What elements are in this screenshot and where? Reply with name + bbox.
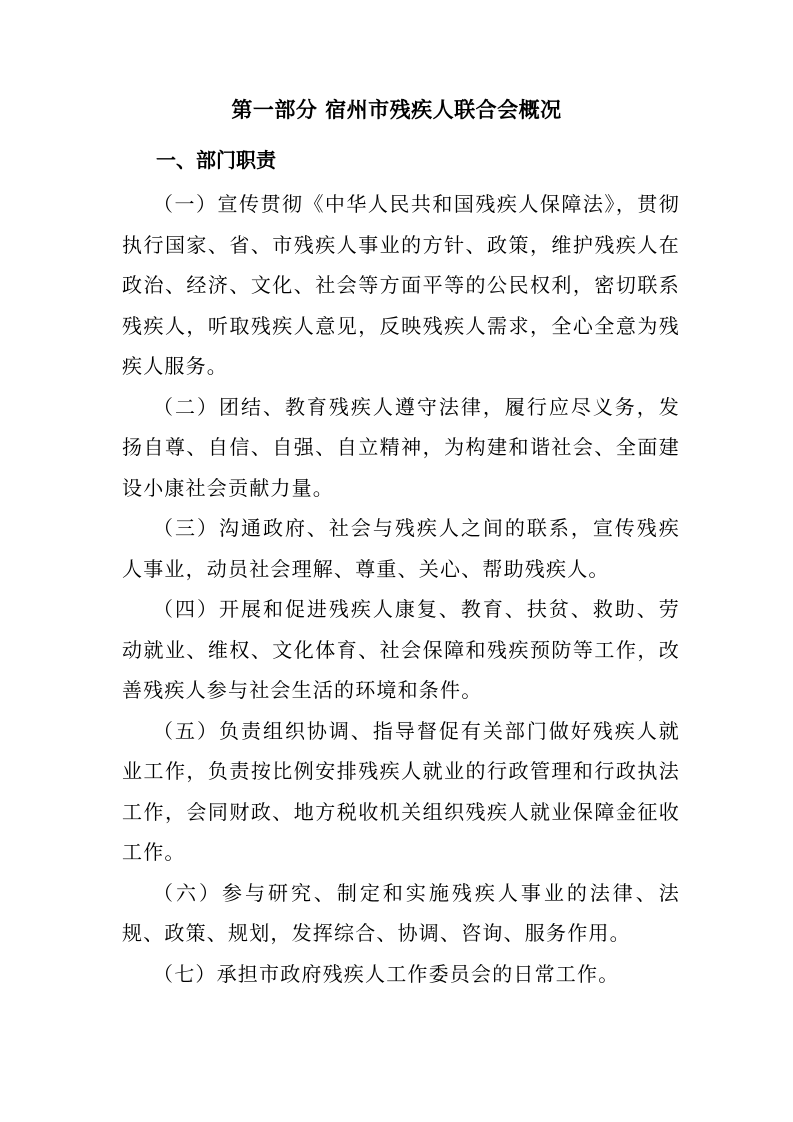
paragraph-5: （五）负责组织协调、指导督促有关部门做好残疾人就业工作，负责按比例安排残疾人就业的行政管理和行政执法工作，会同财政、地方税收机关组织残疾人就业保障金征收工作。: [122, 718, 680, 864]
paragraph-6: （六）参与研究、制定和实施残疾人事业的法律、法规、政策、规划，发挥综合、协调、咨询、服务作用。: [122, 880, 680, 945]
section-heading: 一、部门职责: [156, 148, 276, 172]
paragraph-7: （七）承担市政府残疾人工作委员会的日常工作。: [153, 961, 620, 986]
paragraph-1: （一）宣传贯彻《中华人民共和国残疾人保障法》，贯彻执行国家、省、市残疾人事业的方针、政策，维护残疾人在政治、经济、文化、社会等方面平等的公民权利，密切联系残疾人，听取残疾人意见，反映残疾人需求，全心全意为残疾人服务。: [122, 192, 680, 378]
paragraph-3: （三）沟通政府、社会与残疾人之间的联系，宣传残疾人事业，动员社会理解、尊重、关心、帮助残疾人。: [122, 516, 680, 581]
paragraph-2: （二）团结、教育残疾人遵守法律，履行应尽义务，发扬自尊、自信、自强、自立精神，为构建和谐社会、全面建设小康社会贡献力量。: [122, 394, 680, 500]
document-body: [122, 184, 680, 994]
paragraph-4: （四）开展和促进残疾人康复、教育、扶贫、救助、劳动就业、维权、文化体育、社会保障和残疾预防等工作，改善残疾人参与社会生活的环境和条件。: [122, 597, 680, 702]
document-title: 第一部分 宿州市残疾人联合会概况: [231, 98, 562, 122]
